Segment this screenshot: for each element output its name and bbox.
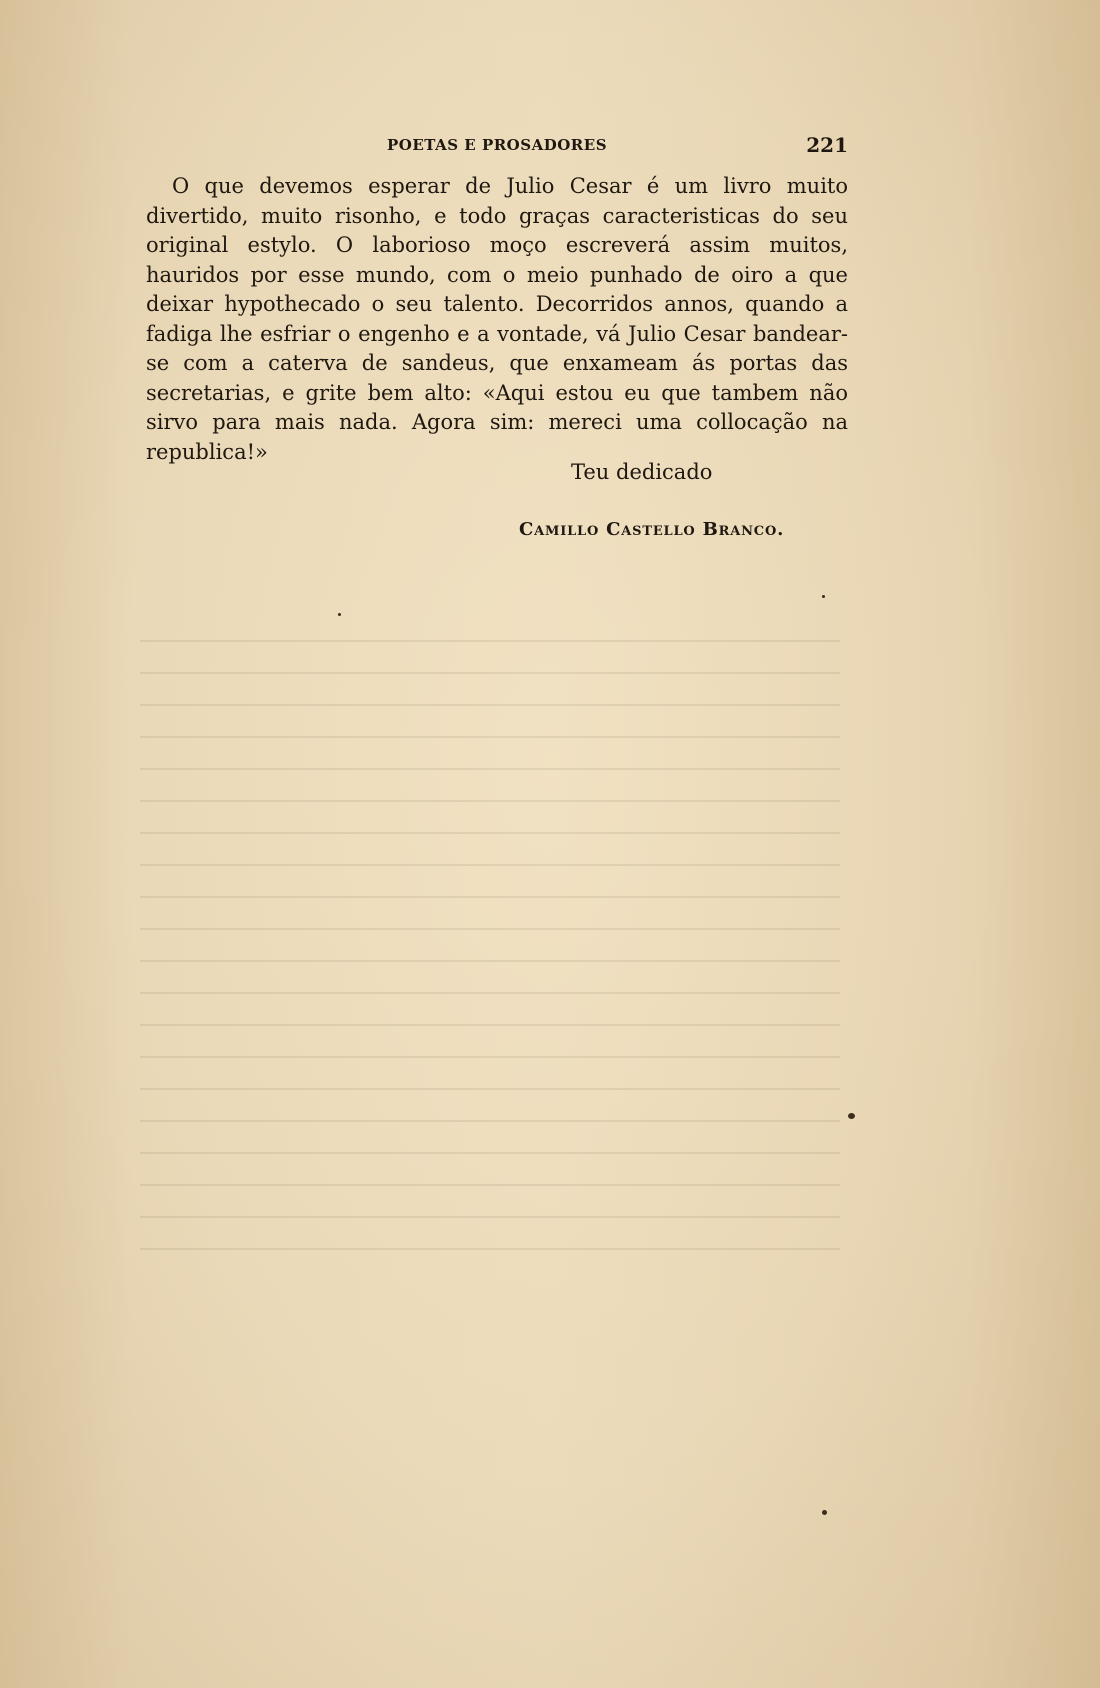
page-header: [146, 133, 848, 166]
running-title: POETAS E PROSADORES: [386, 136, 608, 154]
page-number: 221: [806, 133, 848, 157]
paper-speck: [822, 595, 825, 598]
body-text: [146, 172, 848, 467]
author-signature: Camillo Castello Branco.: [519, 519, 785, 540]
show-through-text: [140, 640, 840, 1340]
paper-speck: [338, 613, 341, 616]
paper-speck: [822, 1510, 827, 1515]
signoff: Teu dedicado: [571, 460, 713, 484]
paper-speck: [848, 1113, 855, 1119]
paragraph: O que devemos esperar de Julio Cesar é um livro muito divertido, muito risonho, e todo graças caracteristicas do seu original estylo. O laborioso moço escreverá assim muitos, hauridos por esse mundo, com o meio punhado de oiro a que deixar hypothecado o seu talento. Decorridos annos, quando a fadiga lhe esfriar o engenho e a vontade, vá Julio Cesar bandear-se com a caterva de sandeus, que enxameam ás portas das secretarias, e grite bem alto: «Aqui estou eu que tambem não sirvo para mais nada. Agora sim: mereci uma collocação na republica!»: [146, 174, 848, 464]
